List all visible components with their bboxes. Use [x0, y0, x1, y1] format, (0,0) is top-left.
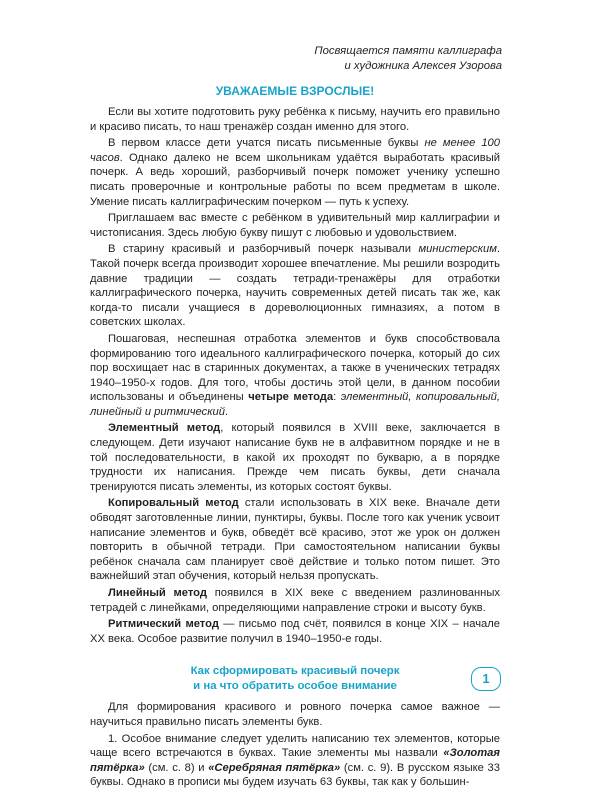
method-copying	[90, 496, 500, 584]
dedication	[90, 44, 502, 74]
intro-text-3: Приглашаем вас вместе с ребёнком в удивительный мир каллиграфии и чистописания. Здесь любую букву пишут с любовью и удовольствием.	[90, 212, 500, 239]
advice-paragraph-2	[90, 732, 500, 790]
intro-text-5c: .	[224, 405, 229, 418]
intro-paragraph-5	[90, 332, 500, 420]
intro-text-5a: Пошаговая, неспешная отработка элементов и букв способствовала формированию того идеального каллиграфического почерка, который до сих пор восхищает нас в старинных документах, а также в ученических тетрадях 1940–1950-х годов. Для того, чтобы достичь этой цели, в данном пособии использованы и объединены	[90, 332, 500, 404]
intro-text-4a: В старину красивый и разборчивый почерк называли	[108, 243, 419, 256]
intro-text-4b: . Такой почерк всегда производит хорошее впечатление. Мы решили возродить давние традиции — создать тетради-тренажёры для отработки каллиграфического почерка, научить современных детей писать так же, как когда-то писали учащиеся в дореволюционных гимназиях, а потом в советских школах.	[90, 243, 500, 329]
method-linear-text: появился в XIX веке с введением разлинованных тетрадей с линейками, определяющими направление строки и высоту букв.	[90, 587, 500, 614]
intro-text-2b: . Однако далеко не всем школьникам удаётся выработать красивый почерк. А ведь хороший, разборчивый почерк поможет ученику успешно писать проверочные и контрольные работы по всем предметам в школе. Умение писать каллиграфическим почерком — путь к успеху.	[90, 151, 500, 208]
intro-text-2a: В первом классе дети учатся писать письменные буквы	[108, 137, 425, 150]
advice-text-2b: (см. с. 8) и	[144, 761, 209, 774]
page-number-badge: 1	[471, 667, 501, 691]
method-linear-term: Линейный метод	[108, 587, 207, 599]
advice-term-silver-five: «Серебряная пятёрка»	[208, 761, 341, 774]
method-rhythmic-term: Ритмический метод	[108, 618, 219, 631]
intro-emphasis-hours: не менее 100 часов	[90, 137, 500, 164]
section-heading-handwriting-line-1: Как сформировать красивый почерк	[190, 665, 400, 678]
method-elemental-term: Элементный метод	[108, 422, 221, 435]
method-rhythmic-text: — письмо под счёт, появился в конце XIX – начале XX века. Особое развитие получил в 1940–1950-е годы.	[90, 618, 500, 645]
intro-paragraph-1	[90, 105, 500, 134]
intro-text-1: Если вы хотите подготовить руку ребёнка к письму, научить его правильно и красиво писать, то наш тренажёр создан именно для этого.	[90, 106, 500, 133]
advice-text-2a: 1. Особое внимание следует уделить написанию тех элементов, которые чаще всего встречаются в буквах. Такие элементы мы назвали	[90, 732, 500, 760]
intro-text-5b: :	[333, 391, 341, 404]
dedication-line-2: и художника Алексея Узорова	[344, 60, 502, 72]
method-elemental	[90, 421, 500, 494]
dedication-line-1: Посвящается памяти каллиграфа	[314, 45, 502, 57]
method-copying-term: Копировальный метод	[108, 497, 239, 510]
section-heading-handwriting	[90, 664, 500, 693]
intro-emphasis-ministerial: министерским	[418, 243, 497, 256]
method-rhythmic	[90, 617, 500, 646]
method-elemental-text: , который появился в XVIII веке, заключается в следующем. Дети изучают написание букв не в алфавитном порядке и не в той последовательности, в какой их проходят по букварю, а в порядке трудности их написания. Прежде чем писать буквы, дети сначала тренируются писать элементы, из которых состоят буквы.	[90, 422, 500, 493]
intro-paragraph-3	[90, 211, 500, 240]
advice-text-2c: (см. с. 9). В русском языке 33 буквы. Однако в прописи мы будем изучать 63 буквы, так как у большин-	[90, 761, 501, 789]
advice-term-golden-five: «Золотая пятёрка»	[90, 747, 500, 774]
advice-paragraph-1	[90, 700, 500, 729]
section-heading-handwriting-line-2: и на что обратить особое внимание	[193, 679, 397, 692]
intro-paragraph-4	[90, 242, 500, 330]
page-content	[90, 44, 500, 792]
section-heading-adults: УВАЖАЕМЫЕ ВЗРОСЛЫЕ!	[215, 84, 375, 98]
intro-paragraph-2	[90, 136, 500, 209]
method-linear	[90, 586, 500, 615]
method-copying-text: стали использовать в XIX веке. Вначале дети обводят заготовленные линии, пунктиры, буквы. После того как ученик усвоит написание элементов и букв, обведёт всё красиво, этот же урок он должен повторить в обычной тетради. При самостоятельном написании буквы ребёнок сначала сам планирует своё действие и только потом пишет. Это важнейший этап обучения, который нельзя пропускать.	[90, 497, 500, 583]
advice-text-1: Для формирования красивого и ровного почерка самое важное — научиться правильно писать элементы букв.	[90, 701, 500, 728]
intro-emphasis-method-list: элементный, копировальный, линейный и ритмический	[90, 391, 500, 418]
intro-strong-four-methods: четыре метода	[248, 391, 334, 404]
